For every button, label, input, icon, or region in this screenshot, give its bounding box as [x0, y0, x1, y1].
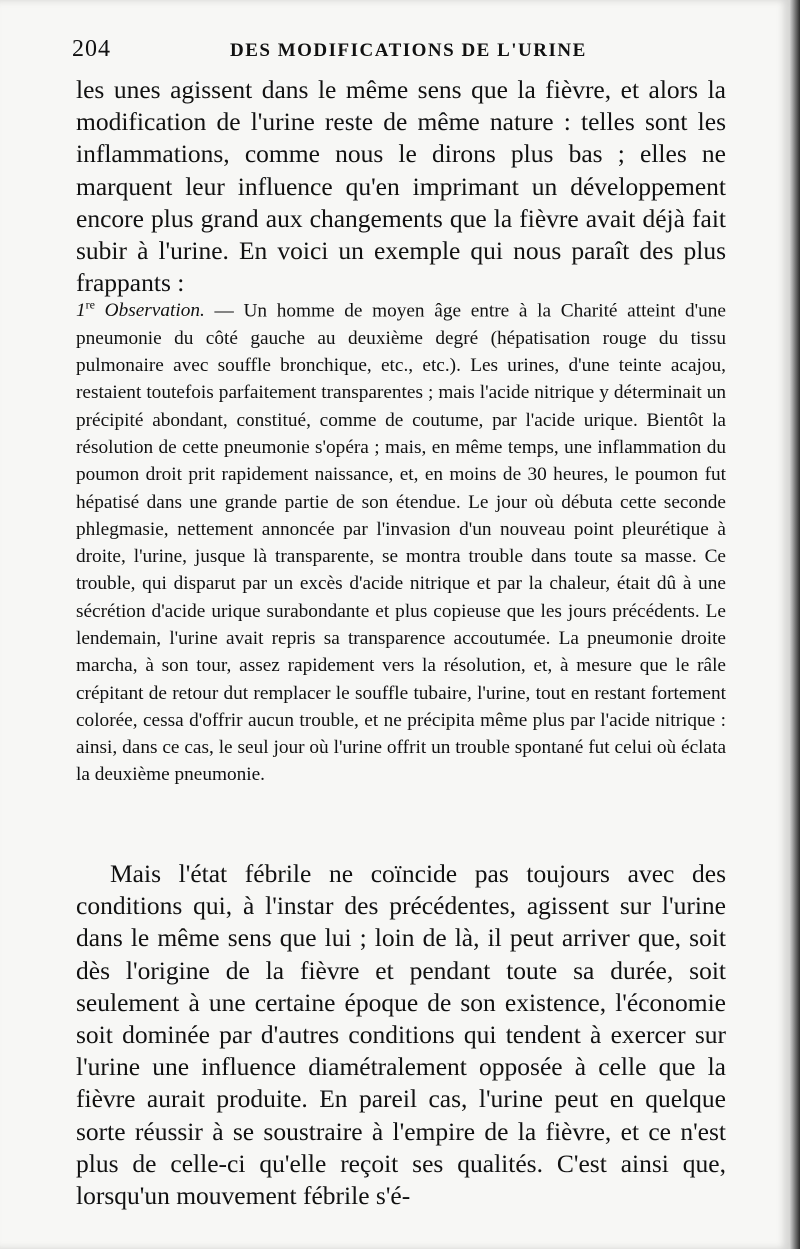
observation-number: 1: [76, 300, 86, 322]
page-edge-shadow: [790, 0, 800, 1249]
page-number: 204: [72, 36, 111, 62]
running-title: DES MODIFICATIONS DE L'URINE: [230, 40, 587, 61]
observation-number-suffix: re: [85, 298, 95, 312]
observation-paragraph: [76, 292, 726, 789]
page-header: [72, 36, 732, 66]
observation-title: Observation.: [104, 300, 205, 322]
final-paragraph: Mais l'état fébrile ne coïncide pas toujours avec des conditions qui, à l'instar des précédentes, agissent sur l'urine dans le même sens que lui ; loin de là, il peut arriver que, soit dès l'origine de la fièvre et pendant toute sa durée, soit seulement à une certaine époque de son existence, l'économie soit dominée par d'autres conditions qui tendent à exercer sur l'urine une influence diamétralement opposée à celle que la fièvre aurait produite. En pareil cas, l'urine peut en quelque sorte réussir à se soustraire à l'empire de la fièvre, et ce n'est plus de celle-ci qu'elle reçoit ses qualités. C'est ainsi que, lorsqu'un mouvement fébrile s'é-: [76, 859, 726, 1211]
intro-paragraph: les unes agissent dans le même sens que la fièvre, et alors la modification de l'urine reste de même nature : telles sont les inflammations, comme nous le dirons plus bas ; elles ne marquent leur influence qu'en imprimant un développement encore plus grand aux changements que la fièvre avait déjà fait subir à l'urine. En voici un exemple qui nous paraît des plus frappants :: [76, 75, 726, 298]
observation-heading: [76, 300, 205, 321]
observation-text: — Un homme de moyen âge entre à la Charité atteint d'une pneumonie du côté gauche au deuxième degré (hépatisation rouge du tissu pulmonaire avec souffle bronchique, etc., etc.). Les urines, d'une teinte acajou, restaient toutefois parfaitement transparentes ; mais l'acide nitrique y déterminait un précipité abondant, constitué, comme de coutume, par l'acide urique. Bientôt la résolution de cette pneumonie s'opéra ; mais, en même temps, une inflammation du poumon droit prit rapidement naissance, et, en moins de 30 heures, le poumon fut hépatisé dans une grande partie de son étendue. Le jour où débuta cette seconde phlegmasie, nettement annoncée par l'invasion d'un nouveau point pleurétique à droite, l'urine, jusque là transparente, se montra trouble dans toute sa masse. Ce trouble, qui disparut par un excès d'acide nitrique et par la chaleur, était dû à une sécrétion d'acide urique surabondante et plus copieuse que les jours précédents. Le lendemain, l'urine avait repris sa transparence accoutumée. La pneumonie droite marcha, à son tour, assez rapidement vers la résolution, et, à mesure que le râle crépitant de retour dut remplacer le souffle tubaire, l'urine, tout en restant fortement colorée, cessa d'offrir aucun trouble, et ne précipita même plus par l'acide nitrique : ainsi, dans ce cas, le seul jour où l'urine offrit un trouble spontané fut celui où éclata la deuxième pneumonie.: [76, 300, 726, 786]
